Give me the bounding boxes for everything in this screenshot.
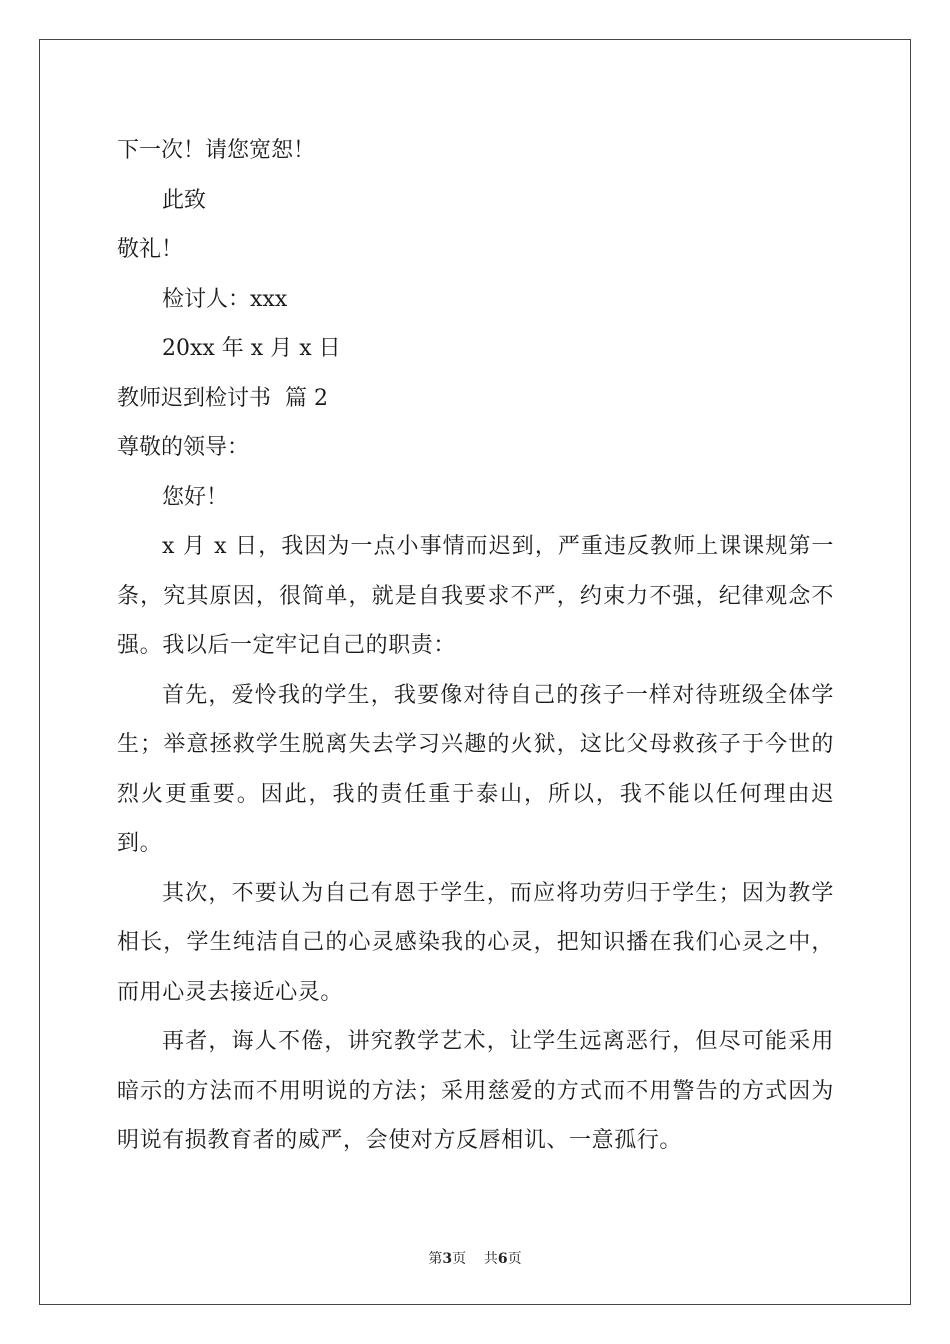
document-body [117,126,834,1166]
date-line: 20xx 年 x 月 x 日 [162,336,341,361]
page-mid: 页 共 [452,1251,498,1267]
body-paragraph: 首先，爱怜我的学生，我要像对待自己的孩子一样对待班级全体学生；举意拯救学生脱离失去学习兴趣的火狱，这比父母救孩子于今世的烈火更重要。因此，我的责任重于泰山，所以，我不能以任何理由迟到。 [117,682,834,856]
body-paragraph: 其次，不要认为自己有恩于学生，而应将功劳归于学生；因为教学相长，学生纯洁自己的心灵感染我的心灵，把知识播在我们心灵之中，而用心灵去接近心灵。 [117,880,834,1005]
closing-line: 下一次！请您宽恕！ [117,138,316,163]
page-suffix: 页 [507,1251,522,1267]
signer-line: 检讨人：xxx [162,286,288,312]
body-paragraph: 再者，诲人不倦，讲究教学艺术，让学生远离恶行，但尽可能采用暗示的方法而不用明说的方法；采用慈爱的方式而不用警告的方式因为明说有损教育者的威严，会使对方反唇相讥、一意孤行。 [117,1029,834,1153]
page-total: 6 [497,1251,508,1267]
body-paragraph: x 月 x 日，我因为一点小事情而迟到，严重违反教师上课课规第一条，究其原因，很简单，就是自我要求不严，约束力不强，纪律观念不强。我以后一定牢记自己的职责： [117,534,834,658]
section-heading: 教师迟到检讨书 篇 2 [117,385,328,411]
page-footer [0,1248,950,1268]
salutation-close: 此致 [162,187,207,213]
page-prefix: 第 [428,1251,443,1267]
respect-line: 敬礼！ [117,237,184,262]
greeting-hello: 您好！ [162,484,229,510]
page-current: 3 [442,1251,453,1267]
greeting-to: 尊敬的领导： [117,435,250,460]
